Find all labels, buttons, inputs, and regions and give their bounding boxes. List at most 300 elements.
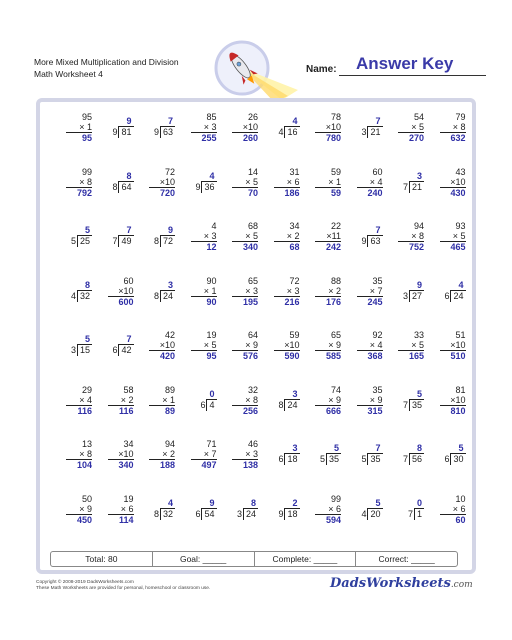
division-bracket — [214, 508, 258, 520]
quotient-answer: 9 — [126, 116, 132, 126]
divisor: 6 — [112, 345, 118, 355]
dividend: 72 — [160, 235, 175, 247]
division-bracket — [380, 399, 424, 411]
multiplicand: 60 — [123, 275, 134, 286]
multiplier: × 8 — [79, 176, 92, 187]
division-bracket — [173, 181, 217, 193]
product-answer: 632 — [450, 133, 466, 143]
multiplication-problem — [422, 221, 466, 265]
dividend: 35 — [367, 453, 382, 465]
division-problem — [173, 167, 217, 211]
multiplicand: 79 — [455, 112, 466, 122]
product-answer: 116 — [118, 405, 134, 416]
multiplication-problem — [214, 330, 258, 374]
dividend: 81 — [118, 126, 133, 138]
quotient-answer: 5 — [333, 443, 339, 453]
product-answer: 600 — [118, 296, 134, 307]
multiplication-problem — [90, 439, 134, 483]
multiplication-problem — [256, 330, 300, 374]
multiplication-problem — [380, 330, 424, 374]
product-answer: 340 — [118, 460, 134, 470]
multiplication-problem — [214, 112, 258, 156]
division-problem — [48, 276, 92, 320]
divisor: 6 — [278, 454, 284, 464]
division-bracket — [173, 399, 217, 411]
multiplication-problem — [339, 276, 383, 320]
multiplicand: 10 — [455, 493, 466, 504]
product-answer: 114 — [118, 514, 134, 525]
multiplicand: 65 — [247, 275, 258, 286]
product-answer: 780 — [325, 133, 341, 143]
division-problem — [131, 112, 175, 156]
division-problem — [173, 385, 217, 429]
multiplication-problem — [422, 167, 466, 211]
divisor: 9 — [112, 127, 118, 137]
multiplier: ×10 — [159, 340, 175, 350]
multiplier: ×10 — [242, 122, 258, 132]
product-answer: 368 — [367, 351, 383, 361]
dividend: 21 — [367, 126, 382, 138]
multiplicand: 99 — [81, 166, 92, 177]
division-problem — [131, 276, 175, 320]
multiplication-problem — [297, 221, 341, 265]
division-bracket — [48, 344, 92, 356]
multiplier: × 4 — [79, 394, 92, 405]
divisor: 8 — [153, 290, 159, 301]
divisor: 4 — [278, 127, 284, 137]
dividend: 42 — [118, 344, 133, 356]
division-problem — [90, 221, 134, 265]
divisor: 5 — [361, 454, 367, 464]
multiplication-problem — [297, 112, 341, 156]
quotient-answer: 4 — [209, 170, 215, 181]
dividend: 63 — [367, 235, 382, 247]
dividend: 1 — [414, 508, 424, 520]
division-bracket — [173, 508, 217, 520]
multiplicand: 71 — [206, 439, 217, 449]
product-answer: 89 — [164, 405, 175, 416]
multiplication-problem — [173, 276, 217, 320]
multiplicand: 13 — [81, 439, 92, 449]
quotient-answer: 3 — [292, 388, 298, 399]
division-problem — [48, 330, 92, 374]
multiplier: ×10 — [118, 285, 134, 296]
divisor: 3 — [236, 508, 242, 519]
product-answer: 594 — [325, 514, 341, 525]
multiplication-problem — [339, 385, 383, 429]
division-bracket — [131, 126, 175, 138]
product-answer: 260 — [242, 133, 258, 143]
product-answer: 420 — [159, 351, 175, 361]
multiplier: ×10 — [325, 122, 341, 132]
division-bracket — [131, 235, 175, 247]
division-bracket — [339, 235, 383, 247]
product-answer: 242 — [325, 242, 341, 252]
multiplier: × 5 — [411, 122, 424, 132]
multiplication-problem — [214, 276, 258, 320]
multiplier: × 8 — [79, 449, 92, 459]
division-bracket — [422, 453, 466, 465]
division-problem — [380, 167, 424, 211]
division-problem — [380, 276, 424, 320]
multiplication-problem — [173, 112, 217, 156]
multiplicand: 58 — [123, 384, 134, 395]
multiplicand: 99 — [330, 493, 341, 504]
multiplicand: 92 — [372, 330, 383, 340]
divisor: 6 — [200, 399, 206, 410]
multiplicand: 85 — [206, 112, 217, 122]
multiplication-problem — [214, 385, 258, 429]
division-problem — [422, 276, 466, 320]
divisor: 3 — [361, 127, 367, 137]
quotient-answer: 7 — [167, 116, 173, 126]
divisor: 5 — [319, 454, 325, 464]
usage-line: These Math Worksheets are provided for personal, homeschool or classroom use. — [36, 586, 211, 591]
product-answer: 585 — [325, 351, 341, 361]
divisor: 3 — [70, 345, 76, 355]
multiplicand: 59 — [289, 330, 300, 340]
multiplication-problem — [214, 439, 258, 483]
divisor: 4 — [361, 508, 367, 519]
dividend: 49 — [118, 235, 133, 247]
product-answer: 497 — [201, 460, 217, 470]
multiplicand: 26 — [247, 112, 258, 122]
division-problem — [256, 112, 300, 156]
division-problem — [339, 494, 383, 538]
multiplicand: 78 — [330, 112, 341, 122]
product-answer: 810 — [450, 405, 466, 416]
divisor: 9 — [361, 236, 367, 246]
multiplication-problem — [256, 221, 300, 265]
product-answer: 340 — [242, 242, 258, 252]
dividend: 18 — [284, 453, 299, 465]
dividend: 56 — [409, 453, 424, 465]
quotient-answer: 5 — [84, 225, 90, 235]
divisor: 7 — [402, 181, 408, 192]
multiplication-problem — [131, 330, 175, 374]
multiplier: × 5 — [245, 176, 258, 187]
dividend: 30 — [450, 453, 465, 465]
dividend: 21 — [409, 181, 424, 193]
division-bracket — [48, 290, 92, 302]
multiplicand: 64 — [247, 330, 258, 340]
division-bracket — [380, 290, 424, 302]
divisor: 6 — [195, 508, 201, 519]
quotient-answer: 0 — [416, 497, 422, 508]
multiplier: × 6 — [286, 176, 300, 187]
product-answer: 590 — [284, 351, 300, 361]
divisor: 4 — [70, 290, 76, 301]
product-answer: 59 — [330, 187, 341, 198]
multiplier: × 5 — [411, 340, 424, 350]
dividend: 25 — [77, 235, 92, 247]
quotient-answer: 4 — [458, 279, 464, 290]
multiplier: × 2 — [328, 285, 341, 296]
name-field[interactable] — [306, 56, 486, 76]
multiplication-problem — [131, 167, 175, 211]
multiplicand: 31 — [289, 166, 300, 177]
division-problem — [380, 494, 424, 538]
dividend: 24 — [284, 399, 299, 411]
rocket-icon — [212, 38, 302, 106]
quotient-answer: 5 — [84, 334, 90, 344]
divisor: 8 — [112, 181, 118, 192]
multiplier: × 9 — [369, 394, 383, 405]
multiplicand: 59 — [330, 166, 341, 177]
multiplicand: 35 — [372, 275, 383, 286]
product-answer: 12 — [206, 242, 217, 252]
divisor: 9 — [278, 508, 284, 519]
dividend: 54 — [201, 508, 216, 520]
multiplication-problem — [297, 276, 341, 320]
division-problem — [214, 494, 258, 538]
divisor: 7 — [402, 399, 408, 410]
multiplicand: 60 — [372, 166, 383, 177]
multiplicand: 68 — [247, 221, 258, 231]
quotient-answer: 7 — [126, 225, 132, 235]
product-answer: 255 — [201, 133, 217, 143]
multiplication-problem — [422, 385, 466, 429]
multiplier: × 4 — [369, 340, 383, 350]
product-answer: 666 — [325, 405, 341, 416]
multiplicand: 72 — [164, 166, 175, 177]
product-answer: 188 — [159, 460, 175, 470]
divisor: 8 — [153, 508, 159, 519]
multiplication-problem — [339, 330, 383, 374]
multiplicand: 35 — [372, 384, 383, 395]
product-answer: 752 — [408, 242, 424, 252]
product-answer: 216 — [284, 296, 300, 307]
dividend: 4 — [206, 399, 216, 411]
quotient-answer: 2 — [292, 497, 298, 508]
multiplicand: 90 — [206, 275, 217, 286]
division-bracket — [297, 453, 341, 465]
multiplication-problem — [339, 167, 383, 211]
quotient-answer: 7 — [375, 443, 381, 453]
multiplication-problem — [422, 330, 466, 374]
division-problem — [90, 330, 134, 374]
multiplier: × 5 — [452, 231, 466, 241]
brand-suffix: .com — [450, 580, 473, 590]
goal-field[interactable]: Goal: _____ — [153, 552, 255, 566]
multiplication-problem — [90, 494, 134, 538]
quotient-answer: 4 — [292, 116, 298, 126]
multiplicand: 19 — [123, 493, 134, 504]
division-problem — [339, 221, 383, 265]
product-answer: 176 — [325, 296, 341, 307]
division-bracket — [380, 181, 424, 193]
multiplier: ×11 — [326, 231, 341, 241]
multiplier: × 6 — [328, 503, 341, 514]
multiplication-problem — [48, 167, 92, 211]
quotient-answer: 5 — [375, 497, 381, 508]
division-problem — [380, 385, 424, 429]
quotient-answer: 8 — [126, 170, 132, 181]
quotient-answer: 8 — [416, 443, 422, 453]
multiplicand: 43 — [455, 166, 466, 177]
name-label: Name: — [306, 64, 337, 75]
division-bracket — [90, 181, 134, 193]
product-answer: 720 — [159, 187, 175, 198]
multiplicand: 4 — [211, 221, 217, 231]
multiplier: ×10 — [118, 449, 134, 459]
division-bracket — [256, 453, 300, 465]
division-bracket — [256, 508, 300, 520]
product-answer: 256 — [242, 405, 258, 416]
multiplier: × 3 — [245, 285, 258, 296]
multiplier: × 9 — [245, 340, 258, 350]
multiplication-problem — [256, 276, 300, 320]
product-answer: 510 — [450, 351, 466, 361]
division-bracket — [380, 508, 424, 520]
quotient-answer: 5 — [416, 388, 422, 399]
quotient-answer: 3 — [167, 279, 173, 290]
copyright-line: Copyright © 2008-2019 DadsWorksheets.com — [36, 580, 134, 585]
product-answer: 576 — [242, 351, 258, 361]
multiplier: × 1 — [203, 285, 217, 296]
score-footer — [50, 551, 458, 567]
divisor: 5 — [70, 236, 76, 246]
multiplication-problem — [48, 439, 92, 483]
quotient-answer: 5 — [458, 443, 464, 453]
multiplier: × 8 — [411, 231, 424, 241]
multiplicand: 93 — [455, 221, 466, 231]
dividend: 32 — [160, 508, 175, 520]
multiplication-problem — [90, 385, 134, 429]
correct-field[interactable]: Correct: _____ — [378, 554, 435, 564]
quotient-answer: 9 — [416, 279, 422, 290]
quotient-answer: 7 — [375, 116, 381, 126]
multiplication-problem — [422, 494, 466, 538]
divisor: 8 — [153, 236, 159, 246]
division-problem — [48, 221, 92, 265]
multiplicand: 46 — [247, 439, 258, 449]
multiplication-problem — [422, 112, 466, 156]
multiplier: × 6 — [452, 503, 466, 514]
quotient-answer: 3 — [416, 170, 422, 181]
multiplicand: 22 — [330, 221, 341, 231]
multiplication-problem — [131, 385, 175, 429]
multiplication-problem — [297, 167, 341, 211]
multiplicand: 34 — [289, 221, 300, 231]
multiplication-problem — [214, 167, 258, 211]
division-bracket — [131, 508, 175, 520]
product-answer: 90 — [206, 296, 217, 307]
multiplication-problem — [173, 221, 217, 265]
division-bracket — [90, 126, 134, 138]
quotient-answer: 8 — [84, 279, 90, 290]
division-problem — [90, 167, 134, 211]
division-problem — [256, 385, 300, 429]
multiplication-problem — [297, 330, 341, 374]
division-problem — [256, 439, 300, 483]
product-answer: 138 — [242, 460, 258, 470]
dividend: 18 — [284, 508, 299, 520]
dividend: 24 — [450, 290, 465, 302]
multiplication-problem — [90, 276, 134, 320]
divisor: 6 — [444, 290, 450, 301]
multiplier: × 2 — [120, 394, 134, 405]
division-problem — [90, 112, 134, 156]
division-bracket — [48, 235, 92, 247]
dividend: 24 — [160, 290, 175, 302]
multiplier: × 7 — [203, 449, 217, 459]
multiplication-problem — [48, 385, 92, 429]
product-answer: 195 — [242, 296, 258, 307]
multiplicand: 89 — [164, 384, 175, 395]
product-answer: 165 — [408, 351, 424, 361]
division-bracket — [256, 399, 300, 411]
divisor: 9 — [195, 181, 201, 192]
multiplicand: 72 — [289, 275, 300, 286]
multiplicand: 19 — [206, 330, 217, 340]
name-underline — [339, 75, 486, 76]
divisor: 3 — [402, 290, 408, 301]
quotient-answer: 3 — [292, 443, 298, 453]
division-problem — [173, 494, 217, 538]
worksheet-title: More Mixed Multiplication and Division — [34, 57, 179, 67]
multiplication-problem — [380, 112, 424, 156]
multiplier: × 5 — [203, 340, 217, 350]
dividend: 63 — [160, 126, 175, 138]
multiplicand: 95 — [81, 112, 92, 122]
header-title — [34, 56, 179, 80]
dividend: 36 — [201, 181, 216, 193]
complete-field[interactable]: Complete: _____ — [255, 552, 357, 566]
divisor: 8 — [278, 399, 284, 410]
product-answer: 68 — [289, 242, 300, 252]
multiplication-problem — [131, 439, 175, 483]
multiplier: × 5 — [245, 231, 258, 241]
multiplication-problem — [297, 494, 341, 538]
divisor: 7 — [112, 236, 118, 246]
product-answer: 270 — [408, 133, 424, 143]
multiplier: × 4 — [369, 176, 383, 187]
dividend: 35 — [409, 399, 424, 411]
dividend: 24 — [243, 508, 258, 520]
multiplier: × 7 — [369, 285, 383, 296]
product-answer: 95 — [206, 351, 217, 361]
quotient-answer: 9 — [209, 497, 215, 508]
division-bracket — [256, 126, 300, 138]
multiplicand: 14 — [247, 166, 258, 177]
division-problem — [256, 494, 300, 538]
multiplication-problem — [48, 112, 92, 156]
division-bracket — [131, 290, 175, 302]
division-bracket — [380, 453, 424, 465]
product-answer: 792 — [76, 187, 92, 198]
quotient-answer: 8 — [250, 497, 256, 508]
division-bracket — [339, 126, 383, 138]
division-bracket — [90, 235, 134, 247]
product-answer: 245 — [367, 296, 383, 307]
brand-main: Dads — [330, 576, 367, 591]
copyright-notice — [36, 580, 210, 592]
multiplicand: 33 — [413, 330, 424, 340]
divisor: 9 — [153, 127, 159, 137]
product-answer: 116 — [77, 405, 92, 416]
quotient-answer: 7 — [126, 334, 132, 344]
product-answer: 104 — [76, 460, 92, 470]
dividend: 64 — [118, 181, 133, 193]
divisor: 6 — [444, 454, 450, 464]
multiplier: × 1 — [162, 394, 175, 405]
multiplier: × 3 — [203, 231, 217, 241]
multiplicand: 42 — [164, 330, 175, 340]
multiplier: × 9 — [79, 503, 92, 514]
division-problem — [339, 112, 383, 156]
dividend: 20 — [367, 508, 382, 520]
